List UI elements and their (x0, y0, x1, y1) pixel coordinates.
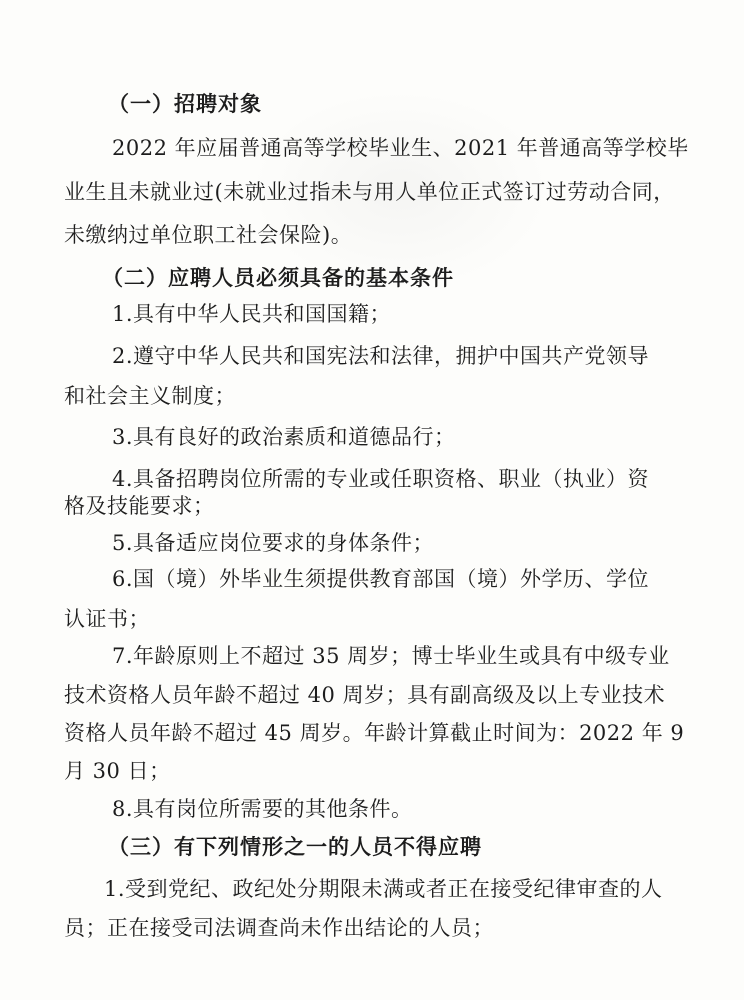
condition-item-4-cont: 格及技能要求； (64, 494, 215, 518)
condition-item-7-cont: 资格人员年龄不超过 45 周岁。年龄计算截止时间为：2022 年 9 (64, 721, 685, 745)
condition-item-3: 3.具有良好的政治素质和道德品行； (112, 425, 456, 449)
condition-item-7-cont: 月 30 日； (64, 759, 171, 783)
condition-item-1: 1.具有中华人民共和国国籍； (112, 302, 392, 326)
condition-item-7-cont: 技术资格人员年龄不超过 40 周岁；具有副高级及以上专业技术 (64, 683, 666, 707)
condition-item-8: 8.具有岗位所需要的其他条件。 (112, 797, 413, 821)
condition-item-4: 4.具备招聘岗位所需的专业或任职资格、职业（执业）资 (112, 467, 650, 491)
section-1-paragraph-line: 业生且未就业过(未就业过指未与用人单位正式签订过劳动合同， (64, 180, 675, 204)
condition-item-7: 7.年龄原则上不超过 35 周岁；博士毕业生或具有中级专业 (112, 644, 670, 668)
condition-item-5: 5.具备适应岗位要求的身体条件； (112, 531, 435, 555)
section-3-heading: （三）有下列情形之一的人员不得应聘 (108, 834, 482, 859)
exclusion-item-1-cont: 员；正在接受司法调查尚未作出结论的人员； (64, 916, 494, 940)
section-1-paragraph-line: 2022 年应届普通高等学校毕业生、2021 年普通高等学校毕 (112, 136, 689, 160)
section-1-heading: （一）招聘对象 (108, 91, 262, 116)
condition-item-6: 6.国（境）外毕业生须提供教育部国（境）外学历、学位 (112, 567, 650, 591)
section-2-heading: （二）应聘人员必须具备的基本条件 (102, 265, 454, 290)
exclusion-item-1: 1.受到党纪、政纪处分期限未满或者正在接受纪律审查的人 (104, 877, 663, 901)
condition-item-2-cont: 和社会主义制度； (64, 384, 236, 408)
condition-item-2: 2.遵守中华人民共和国宪法和法律，拥护中国共产党领导 (112, 344, 650, 368)
condition-item-6-cont: 认证书； (64, 607, 150, 631)
section-1-paragraph-line: 未缴纳过单位职工社会保险)。 (64, 223, 353, 247)
